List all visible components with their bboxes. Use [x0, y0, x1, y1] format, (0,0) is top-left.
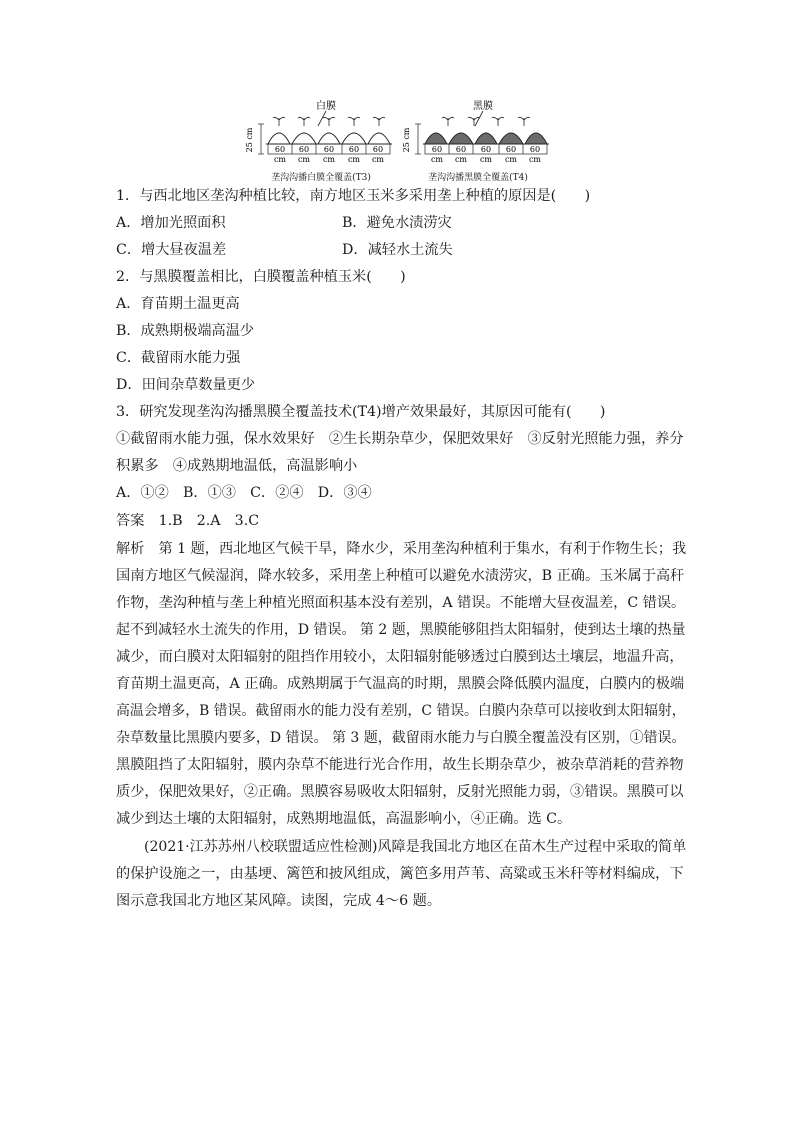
analysis-line: 高温会增多，B 错误。截留雨水的能力没有差别，C 错误。白膜内杂草可以接收到太阳辐射，	[116, 703, 686, 719]
spacing-value: 60	[274, 145, 286, 154]
q1-option-a: A．增加光照面积	[116, 215, 226, 231]
spacing-unit: cm	[430, 155, 444, 164]
q3-statements-line2: 积累多 ④成熟期地温低，高温影响小	[116, 458, 358, 474]
intro-line: 的保护设施之一，由基埂、篱笆和披风组成，篱笆多用芦苇、高粱或玉米秆等材料编成，下	[116, 866, 684, 882]
spacing-unit: cm	[297, 155, 311, 164]
spacing-unit: cm	[347, 155, 361, 164]
q2-stem: 2．与黑膜覆盖相比，白膜覆盖种植玉米( )	[116, 269, 406, 285]
spacing-unit: cm	[371, 155, 385, 164]
q1-options-row2	[116, 240, 453, 260]
black-film-height: 25 cm	[402, 127, 411, 153]
spacing-unit: cm	[504, 155, 518, 164]
q1-options-row1	[116, 213, 452, 233]
spacing-unit: cm	[454, 155, 468, 164]
analysis-line: 杂草数量比黑膜内要多，D 错误。 第 3 题，截留雨水能力与白膜全覆盖没有区别，①错误。	[116, 730, 686, 746]
spacing-unit: cm	[479, 155, 493, 164]
figure-black-film	[403, 96, 553, 183]
spacing-value: 60	[505, 145, 517, 154]
black-film-diagram	[403, 96, 553, 168]
figure-white-film	[246, 96, 396, 183]
analysis-line: 黑膜阻挡了太阳辐射，膜内杂草不能进行光合作用，故生长期杂草少，被杂草消耗的营养物	[116, 757, 684, 773]
analysis-line: 国南方地区气候湿润，降水较多，采用垄上种植可以避免水渍涝灾，B 正确。玉米属于高秆	[116, 568, 685, 584]
black-film-label: 黑膜	[473, 101, 493, 112]
analysis-line: 减少到达土壤的太阳辐射，成熟期地温低，高温影响小，④正确。选 C。	[116, 811, 572, 827]
q1-stem: 1．与西北地区垄沟种植比较，南方地区玉米多采用垄上种植的原因是( )	[116, 188, 591, 204]
answer-line: 答案 1.B 2.A 3.C	[116, 513, 260, 529]
spacing-value: 60	[431, 145, 443, 154]
q3-statements-line1: ①截留雨水能力强，保水效果好 ②生长期杂草少，保肥效果好 ③反射光照能力强，养分	[116, 431, 684, 447]
analysis-line: 减少，而白膜对太阳辐射的阻挡作用较小，太阳辐射能够透过白膜到达土壤层，地温升高，	[116, 649, 684, 665]
analysis-line: 质少，保肥效果好，②正确。黑膜容易吸收太阳辐射，反射光照能力弱，③错误。黑膜可以	[116, 784, 684, 800]
q2-option-c: C．截留雨水能力强	[116, 350, 241, 366]
white-film-diagram	[246, 96, 396, 168]
spacing-value: 60	[480, 145, 492, 154]
black-film-caption: 垄沟沟播黑膜全覆盖(T4)	[428, 173, 528, 183]
spacing-value: 60	[323, 145, 335, 154]
spacing-unit: cm	[322, 155, 336, 164]
spacing-value: 60	[455, 145, 467, 154]
q2-option-a: A．育苗期土温更高	[116, 296, 240, 312]
q3-stem: 3．研究发现垄沟沟播黑膜全覆盖技术(T4)增产效果最好，其原因可能有( )	[116, 404, 606, 420]
intro-line: 图示意我国北方地区某风障。读图，完成 4～6 题。	[116, 893, 442, 909]
q3-options: A．①② B．①③ C．②④ D．③④	[116, 485, 372, 501]
q1-option-c: C．增大昼夜温差	[116, 242, 227, 258]
spacing-value: 60	[529, 145, 541, 154]
spacing-unit: cm	[528, 155, 542, 164]
analysis-line: 作物，垄沟种植与垄上种植光照面积基本没有差别，A 错误。不能增大昼夜温差，C 错误。	[116, 595, 686, 611]
spacing-value: 60	[298, 145, 310, 154]
white-film-height: 25 cm	[245, 127, 254, 153]
intro-line: (2021·江苏苏州八校联盟适应性检测)风障是我国北方地区在苗木生产过程中采取的简单	[144, 839, 687, 855]
analysis-line: 育苗期土温更高，A 正确。成熟期属于气温高的时期，黑膜会降低膜内温度，白膜内的极端	[116, 676, 685, 692]
spacing-value: 60	[372, 145, 384, 154]
q2-option-d: D．田间杂草数量更少	[116, 377, 256, 393]
spacing-unit: cm	[273, 155, 287, 164]
q2-option-b: B．成熟期极端高温少	[116, 323, 255, 339]
q1-option-b: B．避免水渍涝灾	[342, 215, 452, 231]
white-film-label: 白膜	[316, 101, 336, 112]
analysis-line: 起不到减轻水土流失的作用，D 错误。 第 2 题，黑膜能够阻挡太阳辐射，使到达土壤的热量	[116, 622, 686, 638]
white-film-caption: 垄沟沟播白膜全覆盖(T3)	[271, 173, 371, 183]
analysis-line: 解析 第 1 题，西北地区气候干旱，降水少，采用垄沟种植利于集水，有利于作物生长；我	[116, 541, 687, 557]
q1-option-d: D．减轻水土流失	[342, 242, 453, 258]
spacing-value: 60	[348, 145, 360, 154]
